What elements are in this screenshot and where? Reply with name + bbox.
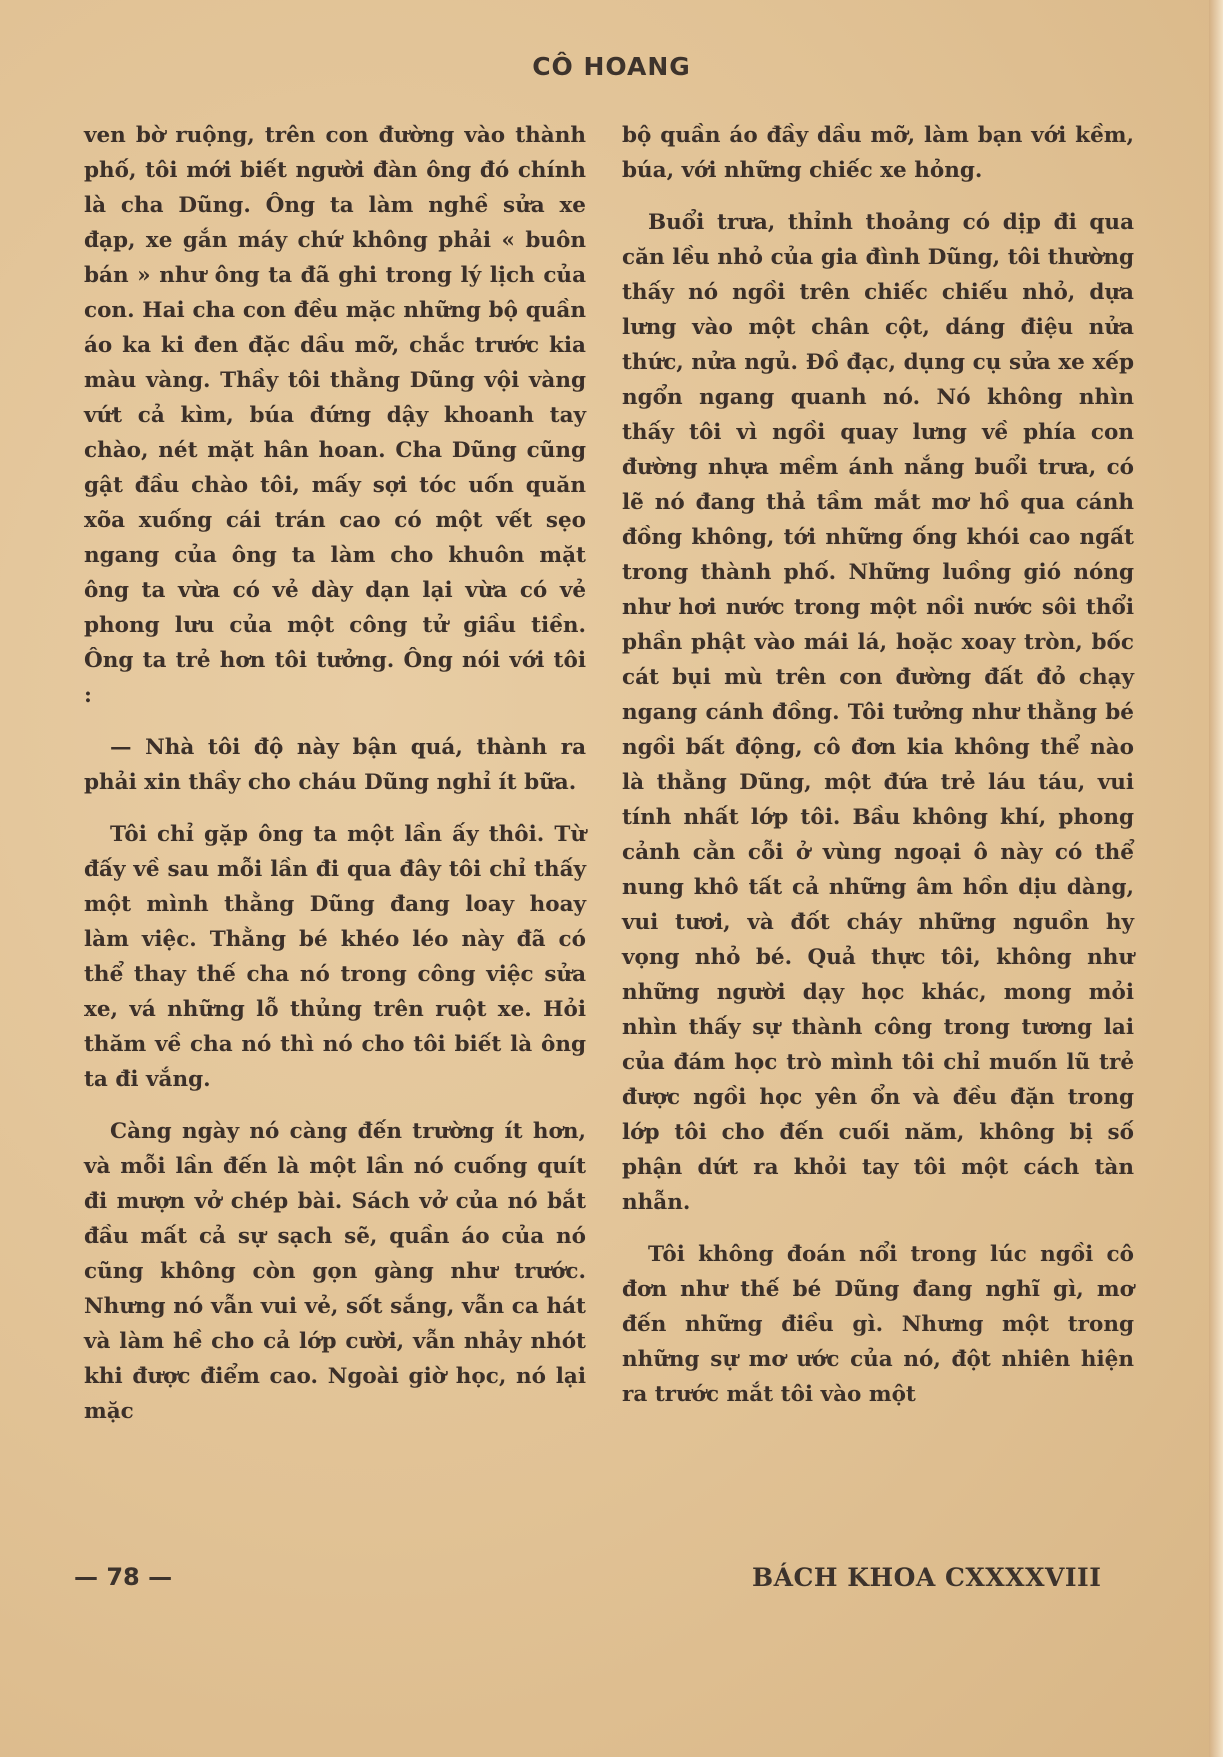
paragraph: Buổi trưa, thỉnh thoảng có dịp đi qua căn lều nhỏ của gia đình Dũng, tôi thường thấy nó ngồi trên chiếc chiếu nhỏ, dựa lưng vào một chân cột, dáng điệu nửa thức, nửa ngủ. Đồ đạc, dụng cụ sửa xe xếp ngổn ngang quanh nó. Nó không nhìn thấy tôi vì ngồi quay lưng về phía con đường nhựa mềm ánh nắng buổi trưa, có lẽ nó đang thả tầm mắt mơ hồ qua cánh đồng không, tới những ống khói cao ngất trong thành phố. Những luồng gió nóng như hơi nước trong một nồi nước sôi thổi phần phật vào mái lá, hoặc xoay tròn, bốc cát bụi mù trên con đường đất đỏ chạy ngang cánh đồng. Tôi tưởng như thằng bé ngồi bất động, cô đơn kia không thể nào là thằng Dũng, một đứa trẻ láu táu, vui tính nhất lớp tôi. Bầu không khí, phong cảnh cằn cỗi ở vùng ngoại ô này có thể nung khô tất cả những âm hồn dịu dàng, vui tươi, và đốt cháy những nguồn hy vọng nhỏ bé. Quả thực tôi, không như những người dạy học khác, mong mỏi nhìn thấy sự thành công trong tương lai của đám học trò mình tôi chỉ muốn lũ trẻ được ngồi học yên ổn và đều đặn trong lớp tôi cho đến cuối năm, không bị số phận dứt ra khỏi tay tôi một cách tàn nhẫn. xyxy=(622,210,1134,1215)
page-title: CÔ HOANG xyxy=(532,52,691,81)
paragraph: — Nhà tôi độ này bận quá, thành ra phải xin thầy cho cháu Dũng nghỉ ít bữa. xyxy=(84,735,586,795)
paragraph: Càng ngày nó càng đến trường ít hơn, và mỗi lần đến là một lần nó cuống quít đi mượn vở chép bài. Sách vở của nó bắt đầu mất cả sự sạch sẽ, quần áo của nó cũng không còn gọn gàng như trước. Nhưng nó vẫn vui vẻ, sốt sắng, vẫn ca hát và làm hề cho cả lớp cười, vẫn nhảy nhót khi được điểm cao. Ngoài giờ học, nó lại mặc xyxy=(84,1119,586,1424)
paragraph: Tôi không đoán nổi trong lúc ngồi cô đơn như thế bé Dũng đang nghĩ gì, mơ đến những điều gì. Nhưng một trong những sự mơ ước của nó, đột nhiên hiện ra trước mắt tôi vào một xyxy=(622,1242,1134,1407)
magazine-name: BÁCH KHOA CXXXXVIII xyxy=(752,1563,1102,1592)
page-edge xyxy=(1209,0,1223,1757)
paragraph: ven bờ ruộng, trên con đường vào thành phố, tôi mới biết người đàn ông đó chính là cha Dũng. Ông ta làm nghề sửa xe đạp, xe gắn máy chứ không phải « buôn bán » như ông ta đã ghi trong lý lịch của con. Hai cha con đều mặc những bộ quần áo ka ki đen đặc dầu mỡ, chắc trước kia màu vàng. Thầy tôi thằng Dũng vội vàng vứt cả kìm, búa đứng dậy khoanh tay chào, nét mặt hân hoan. Cha Dũng cũng gật đầu chào tôi, mấy sợi tóc uốn quăn xõa xuống cái trán cao có một vết sẹo ngang của ông ta làm cho khuôn mặt ông ta vừa có vẻ dày dạn lại vừa có vẻ phong lưu của một công tử giầu tiền. Ông ta trẻ hơn tôi tưởng. Ông nói với tôi : xyxy=(84,123,586,708)
page-number: — 78 — xyxy=(74,1563,173,1591)
right-column xyxy=(622,118,1134,1429)
left-column xyxy=(84,118,586,1446)
paragraph: bộ quần áo đầy dầu mỡ, làm bạn với kềm, búa, với những chiếc xe hỏng. xyxy=(622,123,1134,183)
paragraph: Tôi chỉ gặp ông ta một lần ấy thôi. Từ đấy về sau mỗi lần đi qua đây tôi chỉ thấy một mình thằng Dũng đang loay hoay làm việc. Thằng bé khéo léo này đã có thể thay thế cha nó trong công việc sửa xe, vá những lỗ thủng trên ruột xe. Hỏi thăm về cha nó thì nó cho tôi biết là ông ta đi vắng. xyxy=(84,822,586,1092)
